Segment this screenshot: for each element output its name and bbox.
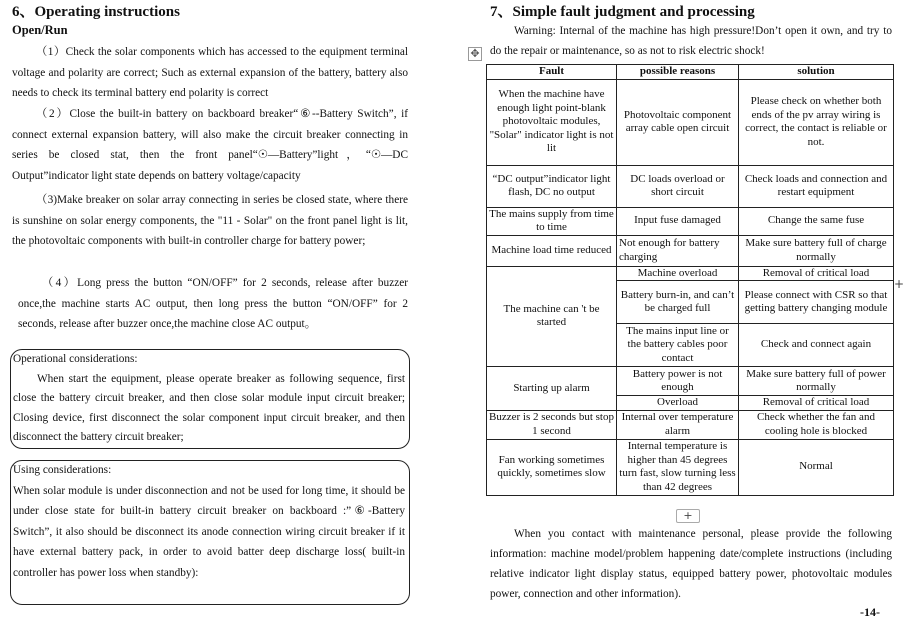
table-row — [487, 367, 894, 396]
cell-solution: Change the same fuse — [739, 207, 894, 235]
cell-fault: Buzzer is 2 seconds but stop 1 second — [487, 410, 617, 439]
operational-considerations-text: When start the equipment, please operate breaker as following sequence, first close the battery circuit breaker, and then close solar module input circuit breaker; Closing device, first disconnect the solar component input circuit breaker, and then disconnect the battery circuit breaker; — [13, 372, 405, 443]
header-reasons: possible reasons — [617, 65, 739, 80]
cell-reason: Machine overload — [617, 266, 739, 281]
page-number: -14- — [860, 605, 880, 619]
using-considerations-box — [10, 460, 410, 605]
table-row — [487, 165, 894, 207]
cell-reason: Input fuse damaged — [617, 207, 739, 235]
cell-reason: Overload — [617, 396, 739, 411]
using-considerations-text: When solar module is under disconnection and not be used for long time, it should be under close state for built-in battery circuit breaker on backboard :”⑥-Battery Switch”, it also should be disconnect its anode connection wiring circuit breaker if it have external battery pack, in order to avoid batter deep discharge loss( built-in controller has power loss when standby): — [13, 484, 405, 579]
cell-reason: Photovoltaic component array cable open circuit — [617, 79, 739, 165]
paragraph-step-3: （3)Make breaker on solar array connecting in series be closed state, where there is sunshine on solar energy components, the "11 - Solar" on the front panel light is lit, the photovoltaic components with built-in controller charge for battery power; — [12, 194, 408, 247]
cell-solution: Make sure battery full of power normally — [739, 367, 894, 396]
paragraph-step-1: （1）Check the solar components which has accessed to the equipment terminal voltage and polarity are correct; Such as external expansion of the battery, battery also needs to check its terminal battery end polarity is correct — [12, 46, 408, 99]
table-move-handle-icon[interactable]: ✥ — [468, 47, 482, 61]
table-row — [487, 266, 894, 281]
cell-reason: DC loads overload or short circuit — [617, 165, 739, 207]
table-row — [487, 79, 894, 165]
cell-solution: Make sure battery full of charge normally — [739, 235, 894, 266]
section-title-fault: 7、Simple fault judgment and processing — [490, 4, 755, 20]
cell-reason: Internal over temperature alarm — [617, 410, 739, 439]
operational-considerations-box — [10, 349, 410, 449]
table-header-row — [487, 65, 894, 80]
using-considerations-title: Using considerations: — [13, 464, 112, 476]
table-row — [487, 439, 894, 495]
paragraph-step-2: （2）Close the built-in battery on backboard breaker“⑥--Battery Switch”, if connect external expansion battery, will also make the circuit breaker connecting in series be closed stat, then the front panel“☉—Battery”light，“☉—DC Output”indicator light state depends on battery voltage/capacity — [12, 108, 408, 182]
header-solution: solution — [739, 65, 894, 80]
section-title-operating: 6、Operating instructions — [12, 4, 180, 20]
cell-solution: Normal — [739, 439, 894, 495]
cell-solution: Check whether the fan and cooling hole is blocked — [739, 410, 894, 439]
cell-solution: Check loads and connection and restart equipment — [739, 165, 894, 207]
cell-reason: The mains input line or the battery cables poor contact — [617, 324, 739, 367]
cell-solution: Please connect with CSR so that getting battery changing module — [739, 281, 894, 324]
cell-fault: Starting up alarm — [487, 367, 617, 411]
contact-paragraph: When you contact with maintenance personal, please provide the following information: machine model/problem happening date/complete instructions (including relative indicator light display status, equipped battery power, photovoltaic modules power, connection and other information). — [490, 528, 892, 600]
subheading-open-run: Open/Run — [12, 23, 68, 37]
cell-reason: Battery power is not enough — [617, 367, 739, 396]
table-row — [487, 207, 894, 235]
add-row-button[interactable]: + — [676, 509, 700, 523]
cell-fault: Machine load time reduced — [487, 235, 617, 266]
cell-solution: Check and connect again — [739, 324, 894, 367]
header-fault: Fault — [487, 65, 617, 80]
cell-fault: Fan working sometimes quickly, sometimes slow — [487, 439, 617, 495]
cell-solution: Please check on whether both ends of the pv array wiring is correct, the contact is reliable or not. — [739, 79, 894, 165]
cell-solution: Removal of critical load — [739, 266, 894, 281]
cell-fault: When the machine have enough light point-blank photovoltaic modules, "Solar" indicator light is not lit — [487, 79, 617, 165]
cell-reason: Not enough for battery charging — [617, 235, 739, 266]
side-add-icon[interactable]: + — [893, 277, 904, 291]
cell-reason: Internal temperature is higher than 45 degrees turn fast, slow turning less than 42 degrees — [617, 439, 739, 495]
warning-paragraph: Warning: Internal of the machine has high pressure!Don’t open it own, and try to do the repair or maintenance, so as not to risk electric shock! — [490, 25, 892, 57]
table-row — [487, 410, 894, 439]
operational-considerations-title: Operational considerations: — [13, 353, 138, 365]
table-row — [487, 235, 894, 266]
cell-fault: The machine can 't be started — [487, 266, 617, 367]
cell-reason: Battery burn-in, and can’t be charged full — [617, 281, 739, 324]
fault-table — [486, 64, 894, 496]
paragraph-step-4: （4）Long press the button “ON/OFF” for 2 seconds, release after buzzer once,the machine starts AC output, then long press the button “ON/OFF” for 2 seconds, release after buzzer once,the machine close AC output。 — [18, 277, 408, 330]
cell-fault: The mains supply from time to time — [487, 207, 617, 235]
cell-solution: Removal of critical load — [739, 396, 894, 411]
cell-fault: “DC output”indicator light flash, DC no output — [487, 165, 617, 207]
